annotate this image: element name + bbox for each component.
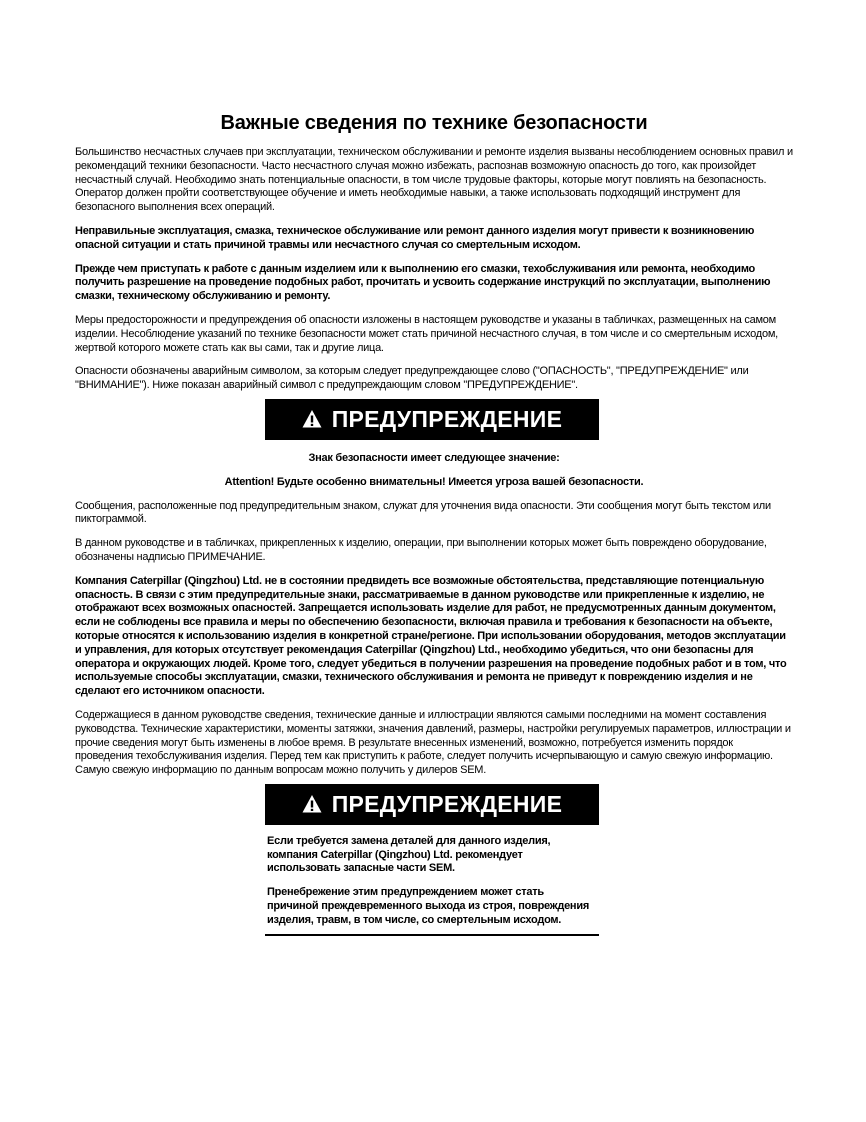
warning-banner-label: ПРЕДУПРЕЖДЕНИЕ xyxy=(331,790,563,817)
parts-warning-recommendation: Если требуется замена деталей для данного изделия, компания Caterpillar (Qingzhou) Ltd. рекомендует использовать запасные части SEM. xyxy=(267,834,551,875)
safety-body xyxy=(75,146,793,936)
paragraph-precautions: Меры предосторожности и предупреждения об опасности изложены в настоящем руководстве и указаны в табличках, размещенных на самом изделии. Несоблюдение указаний по технике безопасности может стать причиной несчастного случая, в том числе и со смертельным исходом, жертвой которого можете стать как вы сами, так и другие лица. xyxy=(75,313,778,354)
warning-triangle-icon xyxy=(302,409,322,429)
paragraph-information: Содержащиеся в данном руководстве сведения, технические данные и иллюстрации являются самыми последними на момент составления руководства. Технические характеристики, моменты затяжки, значения давлений, размеры, настройки регулируемых параметров, иллюстрации и прочие сведения могут быть изменены в любое время. В результате внесенных изменений, возможно, потребуется изменить порядок проведения техобслуживания изделия. Перед тем как приступить к работе, следует получить исчерпывающую и самую свежую информацию. Самую свежую информацию по данным вопросам можно получить у дилеров SEM. xyxy=(75,708,791,777)
page-title: Важные сведения по технике безопасности xyxy=(220,112,648,134)
warning-banner-label: ПРЕДУПРЕЖДЕНИЕ xyxy=(331,405,563,432)
paragraph-authorization: Прежде чем приступать к работе с данным изделием или к выполнению его смазки, техобслуживания или ремонта, необходимо получить разрешение на проведение подобных работ, прочитать и усвоить содержание инструкций по эксплуатации, выполнению смазки, техническому обслуживанию и ремонту. xyxy=(75,262,771,303)
paragraph-messages: Сообщения, расположенные под предупредительным знаком, служат для уточнения вида опасности. Эти сообщения могут быть текстом или пиктограммой. xyxy=(75,499,771,526)
attention-message: Attention! Будьте особенно внимательны! Имеется угроза вашей безопасности. xyxy=(224,475,644,488)
warning-triangle-icon xyxy=(302,794,322,814)
paragraph-notice: В данном руководстве и в табличках, прикрепленных к изделию, операции, при выполнении которых может быть повреждено оборудование, обозначены надписью ПРИМЕЧАНИЕ. xyxy=(75,537,767,563)
paragraph-intro: Большинство несчастных случаев при эксплуатации, техническом обслуживании и ремонте изделия вызваны несоблюдением основных правил и рекомендаций техники безопасности. Часто несчастного случая можно избежать, распознав возможную опасность до того, как произойдет несчастный случай. Необходимо знать потенциальные опасности, в том числе трудовые факторы, которые могут повлиять на безопасность. Оператор должен пройти соответствующее обучение и иметь необходимые навыки, а также использовать подходящий инструмент для безопасного выполнения всех операций. xyxy=(75,146,793,214)
sign-meaning: Знак безопасности имеет следующее значение: xyxy=(308,451,560,464)
parts-warning-text xyxy=(265,825,599,936)
parts-warning-box xyxy=(265,784,599,936)
parts-warning-consequence: Пренебрежение этим предупреждением может стать причиной преждевременного выхода из строя, повреждения изделия, травм, в том числе, со смертельным исходом. xyxy=(267,886,590,926)
warning-banner-2 xyxy=(265,784,599,825)
paragraph-improper-use: Неправильные эксплуатация, смазка, техническое обслуживание или ремонт данного изделия могут привести к возникновению опасной ситуации и стать причиной травмы или несчастного случая со смертельным исходом. xyxy=(75,224,755,251)
paragraph-caterpillar: Компания Caterpillar (Qingzhou) Ltd. не в состоянии предвидеть все возможные обстоятельства, представляющие потенциальную опасность. В связи с этим предупредительные знаки, рассматриваемые в данном руководстве или прикрепленные к изделию, не отображают всех возможных опасностей. Запрещается использовать изделие для работ, не предусмотренных данным документом, если не соблюдены все правила и меры по обеспечению безопасности, включая правила и требования к безопасности на объекте, которые относятся к использованию изделия в конкретной стране/регионе. При использовании оборудования, методов эксплуатации и управления, для которых отсутствует рекомендация Caterpillar (Qingzhou) Ltd., необходимо убедиться, что они безопасны для оператора и окружающих людей. Кроме того, следует убедиться в получении разрешения на проведение подобных работ и в том, что используемые способы эксплуатации, смазки, технического обслуживания и ремонта не приведут к повреждению изделия и не сделают его источником опасности. xyxy=(75,574,787,698)
paragraph-hazard-symbols: Опасности обозначены аварийным символом, за которым следует предупреждающее слово ("ОПАСНОСТЬ", "ПРЕДУПРЕЖДЕНИЕ" или "ВНИМАНИЕ"). Ниже показан аварийный символ с предупреждающим словом "ПРЕДУПРЕЖДЕНИЕ". xyxy=(75,365,749,392)
warning-banner xyxy=(265,399,599,440)
